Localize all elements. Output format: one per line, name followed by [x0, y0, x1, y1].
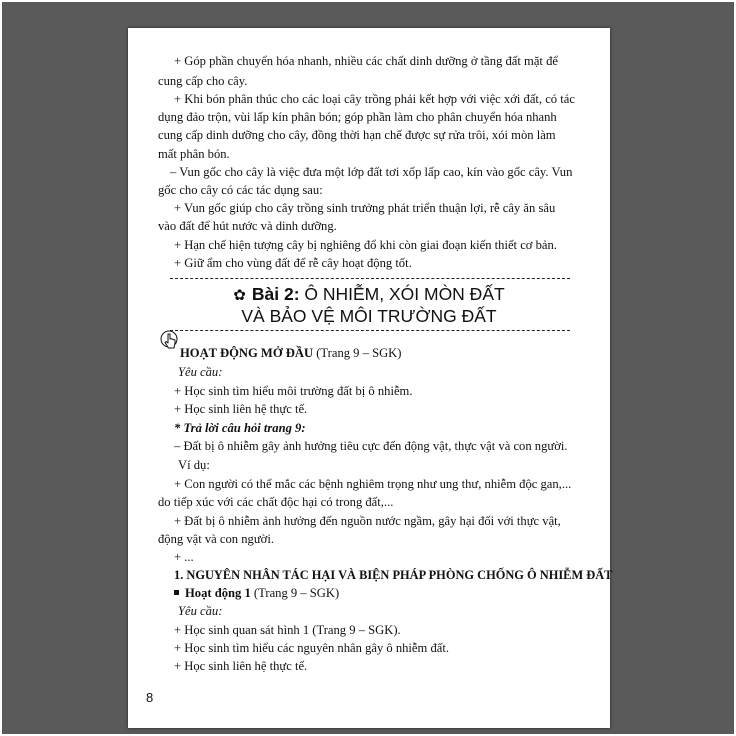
text-line: + Học sinh liên hệ thực tế. [174, 659, 308, 673]
activity-open-heading [180, 346, 401, 361]
answer-label: * Trả lời câu hỏi trang 9: [174, 421, 306, 435]
hand-pointer-icon [160, 330, 180, 354]
square-bullet-icon [174, 590, 179, 595]
text-line: – Đất bị ô nhiễm gây ảnh hưởng tiêu cực đến động vật, thực vật và con người. [174, 439, 568, 453]
requirement-label: Yêu cầu: [178, 365, 223, 379]
activity1-ref: (Trang 9 – SGK) [250, 586, 340, 600]
text-line: – Vun gốc cho cây là việc đưa một lớp đất tơi xốp lấp cao, kín vào gốc cây. Vun [170, 165, 573, 179]
text-line: + ... [174, 550, 194, 564]
lesson-title-line2: VÀ BẢO VỆ MÔI TRƯỜNG ĐẤT [241, 306, 497, 326]
lesson-label: Bài 2: [251, 284, 300, 304]
section-heading: 1. NGUYÊN NHÂN TÁC HẠI VÀ BIỆN PHÁP PHÒNG CHỐNG Ô NHIỄM ĐẤT [174, 568, 613, 582]
text-line: + Đất bị ô nhiễm ảnh hưởng đến nguồn nước ngầm, gây hại đối với thực vật, [174, 514, 561, 528]
text-line: + Góp phần chuyển hóa nhanh, nhiều các chất dinh dưỡng ở tầng đất mặt để [174, 54, 558, 68]
lesson-title-line1 [128, 284, 610, 305]
requirement-label: Yêu cầu: [178, 604, 223, 618]
text-line: do tiếp xúc với các chất độc hại có trong đất,... [158, 495, 394, 509]
text-line: động vật và con người. [158, 532, 274, 546]
activity-open-title: HOẠT ĐỘNG MỞ ĐẦU [180, 346, 314, 360]
activity1-heading [174, 586, 339, 601]
text-line: + Học sinh tìm hiểu các nguyên nhân gây ô nhiễm đất. [174, 641, 450, 655]
text-line: + Học sinh tìm hiểu môi trường đất bị ô nhiễm. [174, 384, 413, 398]
text-line: + Con người có thể mắc các bệnh nghiêm trọng như ung thư, nhiễm độc gan,... [174, 477, 572, 491]
text-line: cung cấp cho cây. [158, 74, 248, 88]
text-line: + Vun gốc giúp cho cây trồng sinh trưởng phát triển thuận lợi, rễ cây ăn sâu [174, 201, 556, 215]
text-line: mất phân bón. [158, 147, 230, 161]
divider-bottom [170, 330, 570, 331]
text-line: vào đất để hút nước và dinh dưỡng. [158, 219, 337, 233]
text-line: + Hạn chế hiện tượng cây bị nghiêng đổ khi còn giai đoạn kiến thiết cơ bản. [174, 238, 557, 252]
text-line: + Khi bón phân thúc cho các loại cây trồng phải kết hợp với việc xới đất, có tác [174, 92, 575, 106]
text-line: dụng đảo trộn, vùi lấp kín phân bón; góp phần làm cho phân chuyển hóa nhanh [158, 110, 557, 124]
divider-top [170, 278, 570, 279]
flower-icon: ✿ [233, 287, 246, 304]
text-line: + Giữ ẩm cho vùng đất để rễ cây hoạt động tốt. [174, 256, 412, 270]
text-line: + Học sinh liên hệ thực tế. [174, 402, 308, 416]
text-line: cung cấp dinh dưỡng cho cây, đồng thời hạn chế được sự rửa trôi, xói mòn làm [158, 128, 556, 142]
text-line: gốc cho cây có các tác dụng sau: [158, 183, 323, 197]
activity-open-ref: (Trang 9 – SGK) [313, 346, 402, 360]
lesson-title-text: Ô NHIỄM, XÓI MÒN ĐẤT [299, 284, 505, 304]
text-line: Ví dụ: [178, 458, 210, 472]
page-number: 8 [146, 690, 154, 705]
book-page [128, 28, 613, 728]
text-line: + Học sinh quan sát hình 1 (Trang 9 – SGK). [174, 623, 401, 637]
activity1-title: Hoạt động 1 [185, 586, 251, 600]
